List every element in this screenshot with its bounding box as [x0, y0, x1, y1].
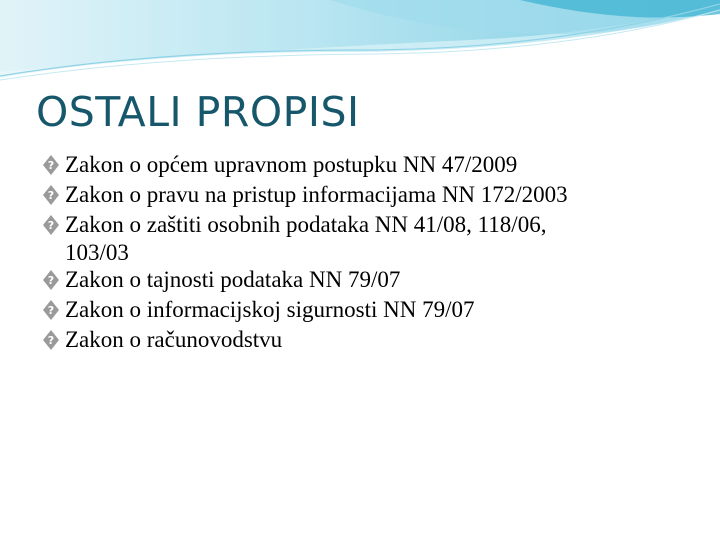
svg-text:?: ? [47, 159, 55, 172]
bullet-list [42, 150, 692, 355]
list-item-line: Zakon o zaštiti osobnih podataka NN 41/08, 118/06, [65, 212, 547, 237]
header-wave-decoration [0, 0, 720, 90]
list-item-continuation: 103/03 [65, 240, 129, 265]
svg-text:?: ? [47, 334, 55, 347]
question-replacement-glyph-icon [42, 214, 60, 236]
svg-text:?: ? [47, 189, 55, 202]
list-item-text [65, 210, 692, 265]
list-item [42, 210, 692, 265]
question-replacement-glyph-icon [42, 269, 60, 291]
list-item-text: Zakon o informacijskoj sigurnosti NN 79/07 [65, 297, 475, 322]
list-item-text: Zakon o računovodstvu [65, 327, 283, 352]
question-replacement-glyph-icon [42, 184, 60, 206]
list-item [42, 150, 692, 180]
question-replacement-glyph-icon [42, 299, 60, 321]
list-item [42, 295, 692, 325]
question-replacement-glyph-icon [42, 154, 60, 176]
svg-text:?: ? [47, 219, 55, 232]
list-item [42, 180, 692, 210]
list-item-text: Zakon o tajnosti podataka NN 79/07 [65, 267, 401, 292]
list-item-text: Zakon o općem upravnom postupku NN 47/2009 [65, 152, 518, 177]
svg-text:?: ? [47, 274, 55, 287]
page-title: OSTALI PROPISI [36, 88, 360, 136]
list-item [42, 265, 692, 295]
svg-text:?: ? [47, 304, 55, 317]
question-replacement-glyph-icon [42, 329, 60, 351]
list-item [42, 325, 692, 355]
list-item-text: Zakon o pravu na pristup informacijama NN 172/2003 [65, 182, 568, 207]
